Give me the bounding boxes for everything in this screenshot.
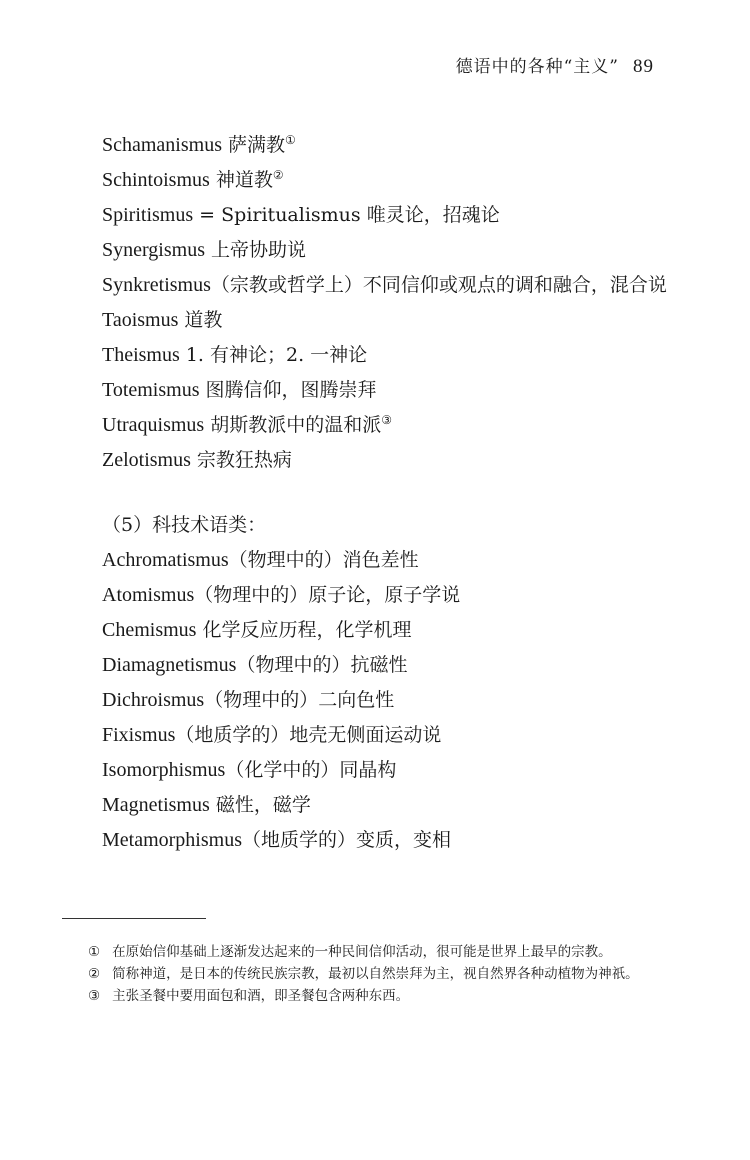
running-header (456, 52, 654, 78)
entry-fixismus (62, 718, 672, 753)
entry-term: Achromatismus (102, 549, 229, 571)
entry-meaning: （地质学的）地壳无侧面运动说 (175, 724, 442, 746)
entry-chemismus (62, 613, 672, 648)
entry-meaning: 上帝协助说 (204, 239, 307, 261)
entry-synergismus (62, 233, 672, 268)
footnote-2 (62, 964, 672, 984)
entry-spiritismus (62, 198, 672, 233)
entry-meaning: 道教 (178, 309, 223, 331)
entry-term: Zelotismus (102, 449, 191, 471)
entry-term: Chemismus (102, 619, 197, 641)
entry-meaning: （地质学的）变质，变相 (242, 829, 452, 851)
entry-term: Diamagnetismus (102, 654, 237, 676)
entry-schamanismus (62, 128, 672, 163)
entry-meaning: 神道教 (209, 169, 273, 191)
footnote-divider (62, 918, 206, 919)
entry-dichroismus (62, 683, 672, 718)
entry-achromatismus (62, 543, 672, 578)
entry-term: Isomorphismus (102, 759, 226, 781)
footnote-mark: ② (88, 966, 101, 982)
entry-meaning: （宗教或哲学上）不同信仰或观点的调和融合，混合说 (210, 274, 667, 296)
entry-term: Theismus (102, 344, 180, 366)
entry-theismus (62, 338, 672, 373)
footnote-ref: ① (285, 133, 296, 147)
running-title: 德语中的各种“主义” (455, 57, 619, 77)
entry-term: Synkretismus (102, 274, 211, 296)
footnotes (62, 942, 672, 1008)
entry-term: Utraquismus (102, 414, 205, 436)
footnote-ref: ② (272, 168, 284, 182)
entry-term: Magnetismus (102, 794, 210, 816)
entry-diamagnetismus (62, 648, 672, 683)
footnote-text: 简称神道，是日本的传统民族宗教，最初以自然崇拜为主，视自然界各种动植物为神祇。 (112, 966, 639, 982)
entry-taoismus (62, 303, 672, 338)
entry-meaning: 图腾信仰，图腾崇拜 (199, 379, 377, 401)
entry-zelotismus (62, 443, 672, 478)
main-text (62, 128, 672, 858)
entry-meaning: 化学反应历程，化学机理 (196, 619, 412, 641)
entry-meaning: 胡斯教派中的温和派 (204, 414, 382, 436)
entry-term: Atomismus (102, 584, 195, 606)
entry-schintoismus (62, 163, 672, 198)
footnote-text: 在原始信仰基础上逐渐发达起来的一种民间信仰活动，很可能是世界上最早的宗教。 (112, 944, 612, 960)
entry-utraquismus (62, 408, 672, 443)
entry-isomorphismus (62, 753, 672, 788)
entry-meaning: （物理中的）消色差性 (228, 549, 419, 571)
entry-meaning: （物理中的）二向色性 (204, 689, 395, 711)
entry-meaning: 磁性，磁学 (209, 794, 311, 816)
entry-meaning: = Spiritualismus 唯灵论，招魂论 (193, 204, 500, 226)
entry-meaning: 1. 有神论；2. 一神论 (179, 344, 368, 366)
entry-term: Synergismus (102, 239, 205, 261)
entry-meaning: （物理中的）原子论，原子学说 (194, 584, 461, 606)
entry-meaning: 宗教狂热病 (190, 449, 292, 471)
entry-term: Fixismus (102, 724, 176, 746)
entry-totemismus (62, 373, 672, 408)
entry-atomismus (62, 578, 672, 613)
footnote-mark: ① (88, 944, 101, 960)
page-number: 89 (633, 56, 654, 77)
entry-meaning: （化学中的）同晶构 (225, 759, 397, 781)
entry-term: Spiritismus (102, 204, 194, 226)
footnote-ref: ③ (381, 413, 393, 427)
entry-meaning: 萨满教 (222, 134, 286, 156)
section-heading: （5）科技术语类： (102, 514, 267, 536)
entry-magnetismus (62, 788, 672, 823)
entry-term: Taoismus (102, 309, 179, 331)
entry-synkretismus (62, 268, 672, 303)
entry-term: Totemismus (102, 379, 200, 401)
footnote-text: 主张圣餐中要用面包和酒，即圣餐包含两种东西。 (112, 988, 410, 1004)
entry-term: Schamanismus (102, 134, 222, 156)
entry-metamorphismus (62, 823, 672, 858)
entry-term: Dichroismus (102, 689, 205, 711)
footnote-3 (62, 986, 672, 1006)
footnote-mark: ③ (88, 988, 101, 1004)
entry-meaning: （物理中的）抗磁性 (236, 654, 408, 676)
entry-term: Schintoismus (102, 169, 210, 191)
footnote-1 (62, 942, 672, 962)
entry-term: Metamorphismus (102, 829, 242, 851)
